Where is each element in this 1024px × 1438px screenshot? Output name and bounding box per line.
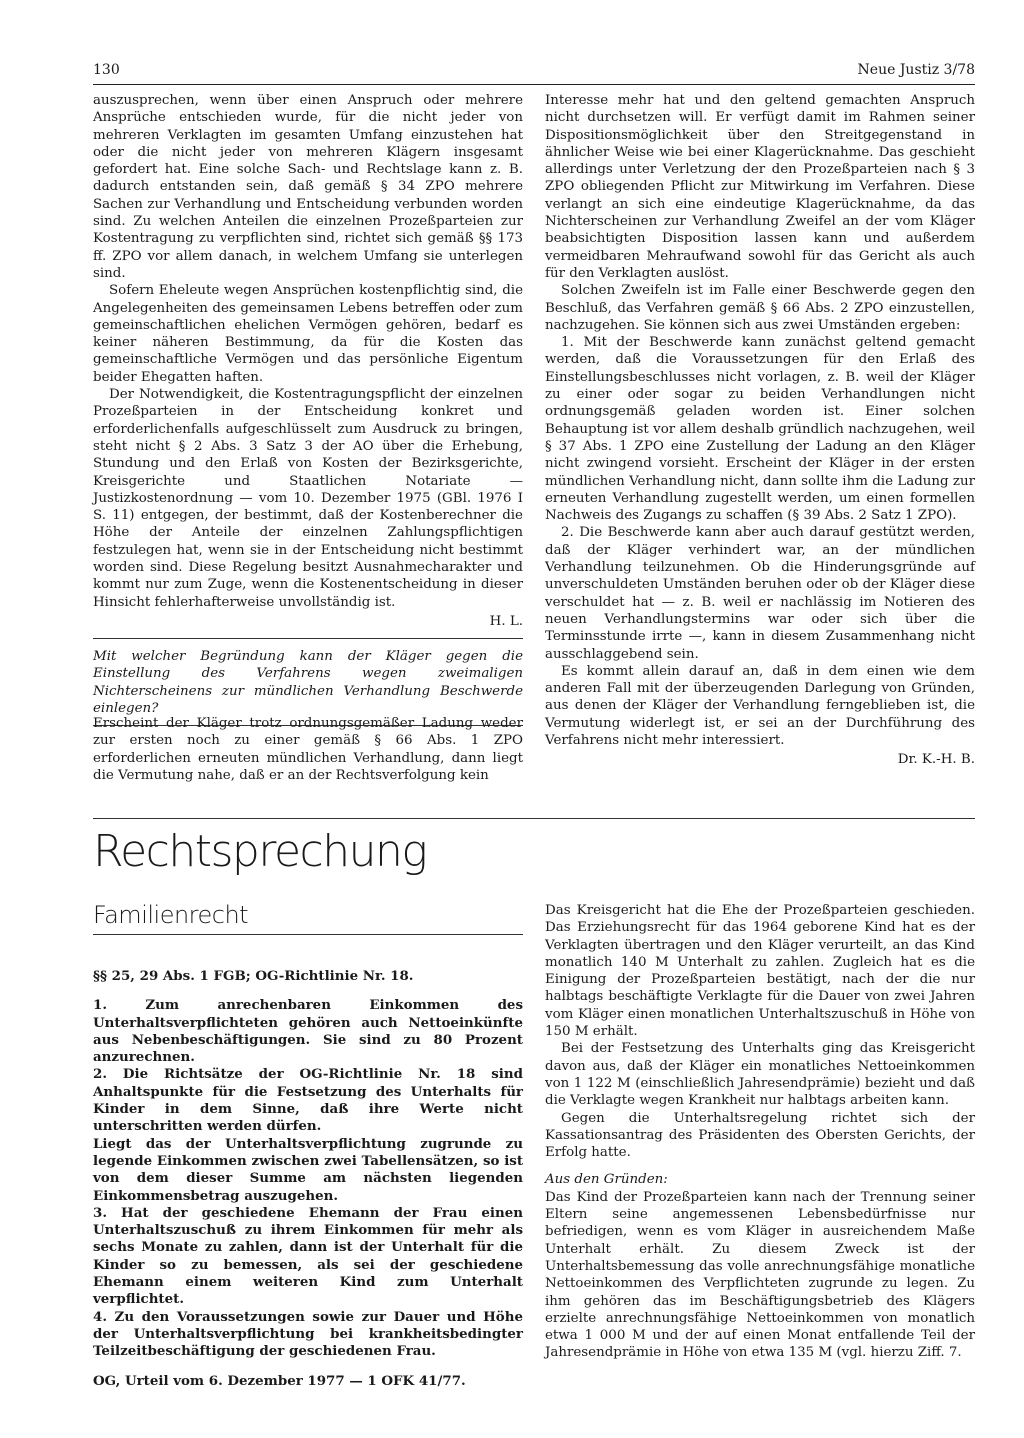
paragraph: Sofern Eheleute wegen Ansprüchen kostenpflichtig sind, die Angelegenheiten des gemeinsamen Lebens betreffen oder zum gemeinschaftlichen ehelichen Vermögen gehören, bedarf es keiner näheren Bestimmung, da für die Kosten das gemeinschaftliche Vermögen und das persönliche Eigentum beider Ehegatten haften. [93, 283, 523, 385]
author-initials: H. L. [489, 613, 523, 629]
section-divider [93, 818, 975, 819]
subheading: Aus den Gründen: [545, 1172, 668, 1188]
headnote-item: 4. Zu den Voraussetzungen sowie zur Dauer und Höhe der Unterhaltsverpflichtung bei krankheitsbedingter Teilzeitbeschäftigung der geschiedenen Frau. [93, 1308, 523, 1360]
headnote-item: 2. Die Richtsätze der OG-Richtlinie Nr. 18 sind Anhaltspunkte für die Festsetzung des Unterhalts für Kinder in dem Sinne, daß ihre Werte nicht unterschritten werden dürfen. [93, 1066, 523, 1135]
paragraph: Das Kind der Prozeßparteien kann nach der Trennung seiner Eltern seine angemessenen Lebensbedürfnisse nur befriedigen, wenn es vom Kläger in ausreichendem Maße Unterhalt erhält. Zu diesem Zweck ist der Unterhaltsbemessung das volle anrechnungsfähige monatliche Nettoeinkommen des Verpflichteten zugrunde zu legen. Zu ihm gehören das im Beschäftigungsbetrieb des Klägers erzielte anrechnungsfähige Nettoeinkommen von monatlich etwa 1 000 M und der auf einen Monat entfallende Teil der Jahresendprämie in Höhe von etwa 135 M (vgl. hierzu Ziff. 7. [545, 1189, 975, 1361]
column-top-right [545, 92, 975, 769]
reader-question: Mit welcher Begründung kann der Kläger gegen die Einstellung des Verfahrens wegen zweimaligen Nichterscheinens zur mündlichen Verhandlung Beschwerde einlegen? [93, 638, 523, 726]
paragraph: Erscheint der Kläger trotz ordnungsgemäßer Ladung weder zur ersten noch zu einer gemäß § 66 Abs. 1 ZPO erforderlichen erneuten mündlichen Verhandlung, dann liegt die Vermutung nahe, daß er an der Rechtsverfolgung kein [93, 716, 523, 783]
journal-issue: Neue Justiz 3/78 [857, 62, 975, 78]
section-title: Rechtsprechung [93, 826, 427, 877]
paragraph: Der Notwendigkeit, die Kostentragungspflicht der einzelnen Prozeßparteien in der Entscheidung konkret und erforderlichenfalls aufgeschlüsselt zum Ausdruck zu bringen, steht nicht § 2 Abs. 3 Satz 3 der AO über die Erhebung, Stundung und den Erlaß von Kosten der Bezirksgerichte, Kreisgerichte und Staatlichen Notariate — Justizkostenordnung — vom 10. Dezember 1975 (GBl. 1976 I S. 11) entgegen, der bestimmt, daß der Kostenberechner die Höhe der Anteile der einzelnen Zahlungspflichtigen festzulegen hat, wenn sie in der Entscheidung nicht bestimmt worden sind. Diese Regelung besitzt Ausnahmecharakter und kommt nur zum Zuge, wenn die Kostenentscheidung in dieser Hinsicht fehlerhafterweise unvollständig ist. [93, 387, 523, 610]
headnote [93, 968, 523, 1390]
headnote-item: 3. Hat der geschiedene Ehemann der Frau einen Unterhaltszuschuß zu ihrem Einkommen für mehr als sechs Monate zu zahlen, dann ist der Unterhalt für die Kinder so zu bemessen, als sei der geschiedene Ehemann einem weiteren Kind zum Unterhalt verpflichtet. [93, 1204, 523, 1308]
headnote-item: 1. Zum anrechenbaren Einkommen des Unterhaltsverpflichteten gehören auch Nettoeinkünfte aus Nebenbeschäftigungen. Sie sind zu 80 Prozent anzurechnen. [93, 997, 523, 1066]
paragraph: auszusprechen, wenn über einen Anspruch oder mehrere Ansprüche entschieden wurde, für die nicht jeder von mehreren Verklagten im gesamten Umfang einzustehen hat oder die nicht jeder von mehreren Klägern insgesamt gefordert hat. Eine solche Sach- und Rechtslage kann z. B. dadurch entstanden sein, daß gemäß § 34 ZPO mehrere Sachen zur Verhandlung und Entscheidung verbunden worden sind. Zu welchen Anteilen die einzelnen Prozeßparteien zur Kostentragung zu verpflichten sind, richtet sich gemäß §§ 173 ff. ZPO vor allem danach, in welchem Umfang sie unterlegen sind. [93, 93, 523, 281]
paragraph: Bei der Festsetzung des Unterhalts ging das Kreisgericht davon aus, daß der Kläger ein monatliches Nettoeinkommen von 1 122 M (einschließlich Jahresendprämie) bezieht und daß die Verklagte wegen Krankheit nur halbtags arbeiten kann. [545, 1041, 975, 1109]
paragraph: Das Kreisgericht hat die Ehe der Prozeßparteien geschieden. Das Erziehungsrecht für das 1964 geborene Kind hat es der Verklagten übertragen und den Kläger verurteilt, an das Kind monatlich 140 M Unterhalt zu zahlen. Zugleich hat es die Einigung der Prozeßparteien bestätigt, nach der die nur halbtags beschäftigte Verklagte für die Dauer von zwei Jahren vom Kläger einen monatlichen Unterhaltszuschuß in Höhe von 150 M erhält. [545, 903, 975, 1040]
paragraph: Interesse mehr hat und den geltend gemachten Anspruch nicht durchsetzen will. Er verfügt damit im Rahmen seiner Dispositionsmöglichkeit über den Streitgegenstand in ähnlicher Weise wie bei einer Klagerücknahme. Das geschieht allerdings unter Verletzung der den Prozeßparteien nach § 3 ZPO obliegenden Pflicht zur Mitwirkung im Verfahren. Diese verlangt an sich eine eindeutige Klagerücknahme, da das Nichterscheinen zur Verhandlung Zweifel an der vom Kläger beabsichtigten Disposition lassen kann und außerdem vermeidbaren Mehraufwand sowohl für das Gericht als auch für den Verklagten auslöst. [545, 93, 975, 281]
page-header [93, 60, 975, 85]
page-number: 130 [93, 62, 120, 78]
author-initials: Dr. K.-H. B. [897, 752, 975, 768]
paragraph: 2. Die Beschwerde kann aber auch darauf gestützt werden, daß der Kläger verhindert war, an der mündlichen Verhandlung teilzunehmen. Ob die Hinderungsgründe auf unverschuldeten Umständen beruhen oder ob der Kläger diese verschuldet hat — z. B. weil er nachlässig im Notieren des neuen Verhandlungstermins war oder sich über die Terminsstunde irrte —, kann in diesem Zusammenhang nicht ausschlaggebend sein. [545, 525, 975, 662]
paragraph: Es kommt allein darauf an, daß in dem einen wie dem anderen Fall mit der überzeugenden Darlegung von Gründen, aus denen der Kläger der Verhandlung ferngeblieben ist, die Vermutung widerlegt ist, er sei an der Durchführung des Verfahrens nicht mehr interessiert. [545, 663, 975, 748]
column-bottom-right [545, 902, 975, 1362]
paragraph: 1. Mit der Beschwerde kann zunächst geltend gemacht werden, daß die Voraussetzungen für den Erlaß des Einstellungsbeschlusses nicht vorlagen, z. B. weil der Kläger zu einer oder sogar zu beiden Verhandlungen nicht ordnungsgemäß geladen worden ist. Einer solchen Behauptung ist vor allem deshalb gründlich nachzugehen, weil § 37 Abs. 1 ZPO eine Zustellung der Ladung an den Kläger nicht zwingend vorsieht. Erscheint der Kläger in der ersten mündlichen Verhandlung nicht, dann sollte ihm die Ladung zur erneuten Verhandlung zugestellt werden, um einen formellen Nachweis des Zugangs zu schaffen (§ 39 Abs. 2 Satz 1 ZPO). [545, 335, 975, 524]
legal-norms: §§ 25, 29 Abs. 1 FGB; OG-Richtlinie Nr. 18. [93, 968, 414, 984]
headnote-item: Liegt das der Unterhaltsverpflichtung zugrunde zu legende Einkommen zwischen zwei Tabellensätzen, so ist von dem dieser Summe am nächsten liegenden Einkommensbetrag auszugehen. [93, 1135, 523, 1204]
column-top-left [93, 92, 523, 630]
paragraph: Gegen die Unterhaltsregelung richtet sich der Kassationsantrag des Präsidenten des Obersten Gerichts, der Erfolg hatte. [545, 1110, 975, 1161]
paragraph: Solchen Zweifeln ist im Falle einer Beschwerde gegen den Beschluß, das Verfahren gemäß § 66 Abs. 2 ZPO einzustellen, nachzugehen. Sie können sich aus zwei Umständen ergeben: [545, 283, 975, 333]
court-citation: OG, Urteil vom 6. Dezember 1977 — 1 OFK 41/77. [93, 1372, 466, 1389]
subsection-title: Familienrecht [93, 896, 523, 935]
answer-text [93, 715, 523, 784]
